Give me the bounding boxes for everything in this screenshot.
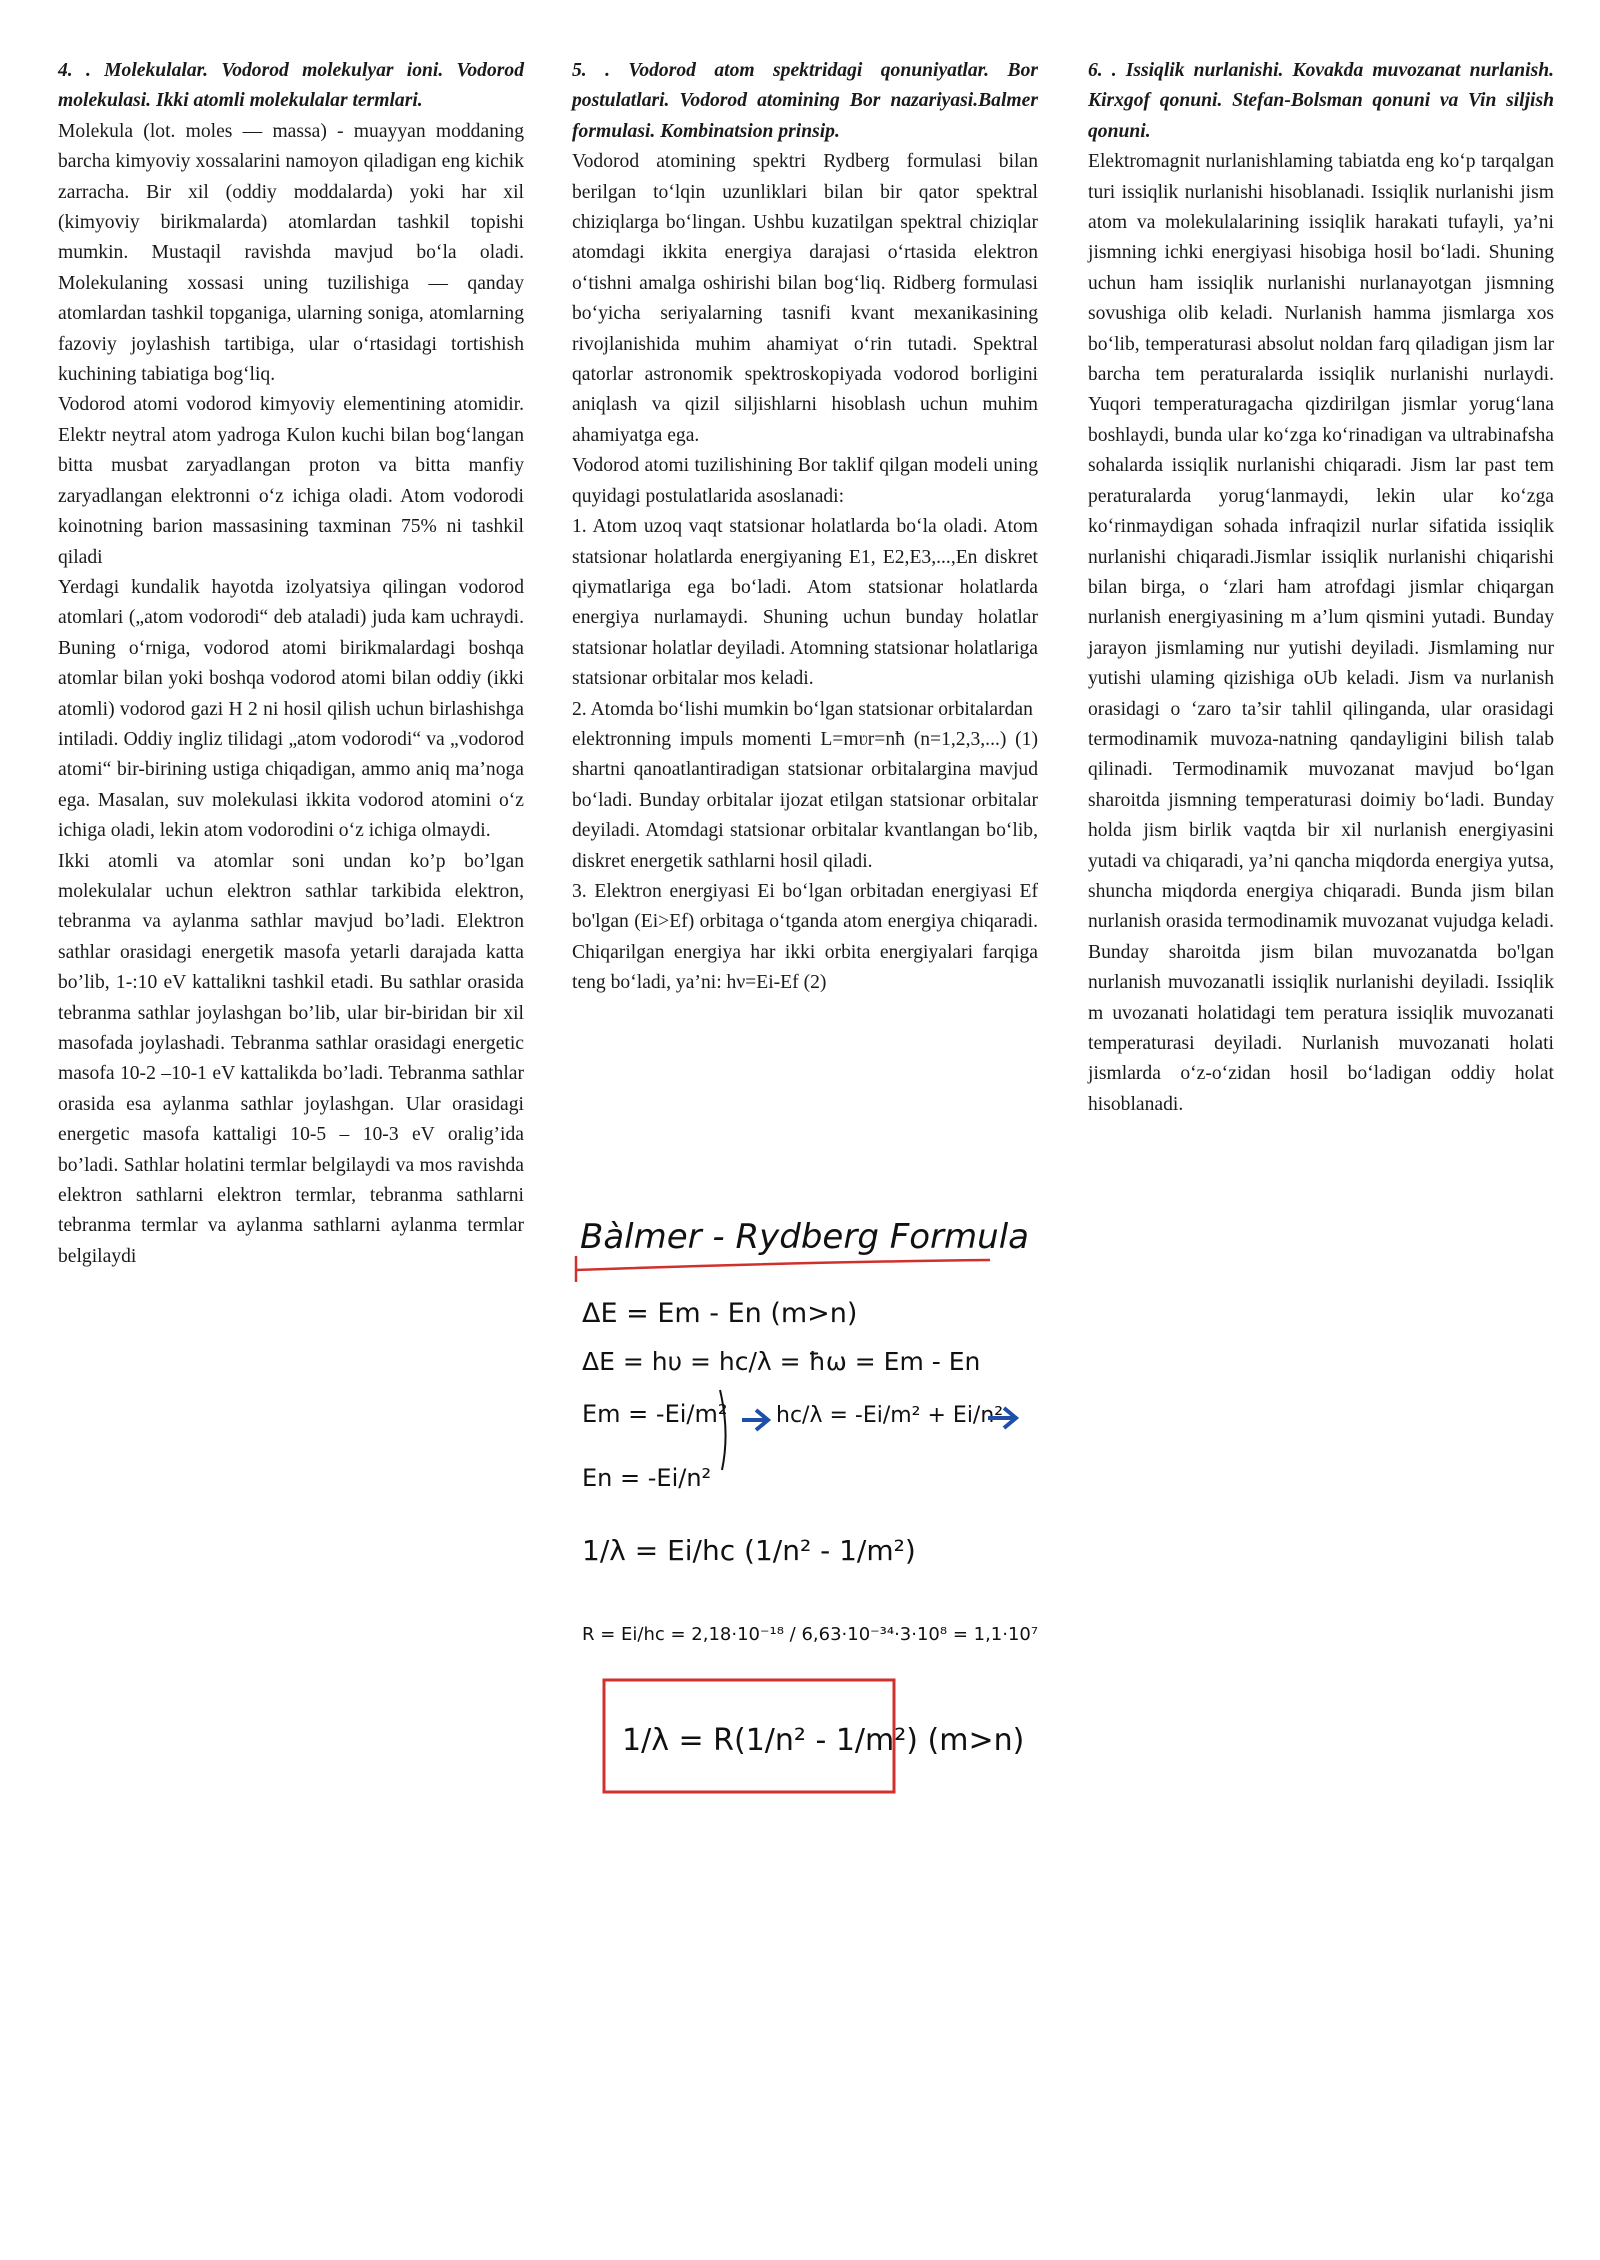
paragraph: Molekula (lot. moles — massa) - muayyan moddaning barcha kimyoviy xossalarini namoyon qiladigan eng kichik zarracha. Bir xil (oddiy moddalarda) yoki har xil (kimyoviy birikmalarda) atomlardan tashkil topishi mumkin. Mustaqil ravishda mavjud bo‘la oladi. Molekulaning xossasi uning tuzilishiga — qanday atomlardan tashkil topganiga, ularning soniga, atomlarning fazoviy joylashish tartibiga, ular o‘rtasidagi tortishish kuchining tabiatiga bog‘liq. xyxy=(58,120,524,386)
formula-line: 1/λ = Ei/hc (1/n² - 1/m²) xyxy=(582,1534,916,1567)
column-6 xyxy=(1088,56,1554,1120)
formula-drawing xyxy=(570,1210,1040,1800)
column-5 xyxy=(572,56,1038,999)
formula-line: Em = -Ei/m² xyxy=(582,1400,728,1428)
section-heading: 4. . Molekulalar. Vodorod molekulyar ioni. Vodorod molekulasi. Ikki atomli molekulalar termlari. xyxy=(58,60,524,112)
paragraph: Yerdagi kundalik hayotda izolyatsiya qilingan vodorod atomlari („atom vodorodi“ deb ataladi) juda kam uchraydi. Buning o‘rniga, vodorod atomi birikmalardagi boshqa atomlar bilan yoki boshqa vodorod atomi bilan oddiy (ikki atomli) vodorod gazi H 2 ni hosil qilish uchun birlashishga intiladi. Oddiy ingliz tilidagi „atom vodorodi“ va „vodorod atomi“ bir-birining ustiga chiqadigan, ammo aniq ma’noga ega. Masalan, suv molekulasi ikkita vodorod atomini o‘z ichiga oladi, lekin atom vodorodini o‘z ichiga olmaydi. xyxy=(58,576,524,842)
paragraph: Vodorod atomi vodorod kimyoviy elementining atomidir. Elektr neytral atom yadroga Kulon kuchi bilan bog‘langan bitta musbat zaryadlangan proton va bitta manfiy zaryadlangan elektronni o‘z ichiga oladi. Atom vodorodi koinotning barion massasining taxminan 75% ni tashkil qiladi xyxy=(58,394,524,568)
formula-line: ΔE = Em - En (m>n) xyxy=(582,1298,858,1329)
section-heading: 5. . Vodorod atom spektridagi qonuniyatlar. Bor postulatlari. Vodorod atomining Bor nazariyasi.Balmer formulasi. Kombinatsion prinsip. xyxy=(572,60,1038,142)
paragraph: Ikki atomli va atomlar soni undan ko’p bo’lgan molekulalar uchun elektron sathlar tarkibida elektron, tebranma va aylanma sathlar mavjud bo’ladi. Elektron sathlar orasidagi energetik masofa yetarli darajada katta bo’lib, 1-:10 eV kattalikni tashkil etadi. Bu sathlar orasida tebranma sathlar joylashgan bo’lib, ular bir-biridan bir xil masofada joylashadi. Tebranma sathlar orasidagi energetic masofa 10-2 –10-1 eV kattalikda bo’ladi. Tebranma sathlar orasida esa aylanma sathlar joylashgan. Ular orasidagi energetic masofa kattaligi 10-5 – 10-3 eV oralig’ida bo’ladi. Sathlar holatini termlar belgilaydi va mos ravishda elektron sathlarni elektron termlar, tebranma sathlarni tebranma termlar va aylanma sathlarni aylanma termlar belgilaydi xyxy=(58,850,524,1267)
paragraph: 2. Atomda bo‘lishi mumkin bo‘lgan statsionar orbitalardan xyxy=(572,698,1033,720)
section-heading: 6. . Issiqlik nurlanishi. Kovakda muvozanat nurlanish. Kirxgof qonuni. Stefan-Bolsman qonuni va Vin siljish qonuni. xyxy=(1088,60,1554,142)
formula-line: 1/λ = R(1/n² - 1/m²) (m>n) xyxy=(622,1723,1025,1758)
column-4 xyxy=(58,56,524,1272)
paragraph: Vodorod atomining spektri Rydberg formulasi bilan berilgan to‘lqin uzunliklari bilan bir qator spektral chiziqlarga bo‘lingan. Ushbu kuzatilgan spektral chiziqlar atomdagi ikkita energiya darajasi o‘rtasida elektron o‘tishni amalga oshirishi bilan bog‘liq. Ridberg formulasi bo‘yicha seriyalarning tasnifi kvant mexanikasining rivojlanishida muhim ahamiyat o‘rin tutadi. Spektral qatorlar astronomik spektroskopiyada vodorod borligini aniqlash va qizil siljishlarni hisoblash uchun muhim ahamiyatga ega. xyxy=(572,151,1038,446)
paragraph: elektronning impuls momenti L=mʋr=nħ (n=1,2,3,...) (1) shartni qanoatlantiradigan statsionar orbitalargina mavjud bo‘ladi. Bunday orbitalar ijozat etilgan statsionar orbitalar deyiladi. Atomdagi statsionar orbitalar kvantlangan bo‘lib, diskret energetik sathlarni hosil qiladi. xyxy=(572,728,1038,872)
title-underline xyxy=(576,1260,990,1270)
paragraph: Elektromagnit nurlanishlaming tabiatda eng ko‘p tarqalgan turi issiqlik nurlanishi hisoblanadi. Issiqlik nurlanishi jism atom va molekulalarining issiqlik harakati tufayli, ya’ni jismning ichki energiyasi hisobiga hosil bo‘ladi. Shuning uchun ham issiqlik nurlanishi nurlanayotgan jismning sovushiga olib keladi. Nurlanish hamma jismlarga xos bo‘lib, temperaturasi absolut noldan farq qiladigan jism lar barcha tem peraturalarda issiqlik nurlanishi nurlaydi. Yuqori temperaturagacha qizdirilgan jismlar yorug‘lana boshlaydi, bunda ular ko‘zga ko‘rinadigan va ultrabinafsha sohalarda issiqlik nurlanishi chiqaradi. Jism lar past tem peraturalarda yorug‘lanmaydi, lekin ular ko‘zga ko‘rinmaydigan sohada infraqizil nurlar sifatida issiqlik nurlanishi chiqaradi.Jismlar issiqlik nurlanishi chiqarishi bilan birga, o ‘zlari ham atrofdagi jismlar chiqargan nurlanish energiyasining m a’lum qismini yutadi. Bunday jarayon jismlaming nur yutishi deyiladi. Jismlaming nur yutishi ulaming qizishiga oUb keladi. Jism va nurlanish orasidagi o ‘zaro ta’sir tahlil qilinganda, ular orasidagi termodinamik muvoza-natning qandayligini bilish talab qilinadi. Termodinamik muvozanat mavjud bo‘lgan sharoitda jismning temperaturasi doimiy bo‘ladi. Bunday holda jism birlik vaqtda bir xil nurlanish energiyasini yutadi va chiqaradi, ya’ni qancha miqdorda energiya yutsa, shuncha miqdorda energiya chiqaradi. Bunda jism bilan nurlanish orasida termodinamik muvozanat vujudga keladi. Bunday sharoitda jism bilan muvozanatda bo'lgan nurlanish muvozanatli issiqlik nurlanishi deyiladi. Issiqlik m uvozanati holatidagi tem peratura issiqlik muvozanati temperaturasi deyiladi. Nurlanish muvozanati holati jismlarda o‘z-o‘zidan hosil bo‘ladigan oddiy holat hisoblanadi. xyxy=(1088,151,1554,1115)
formula-line: ΔE = hυ = hc/λ = ħω = Em - En xyxy=(582,1347,981,1376)
arrow-icon xyxy=(742,1410,768,1430)
balmer-rydberg-figure xyxy=(570,1210,1040,1800)
figure-title: Bàlmer - Rydberg Formula xyxy=(580,1217,1029,1257)
formula-line: hc/λ = -Ei/m² + Ei/n² xyxy=(776,1403,1004,1428)
paragraph: 1. Atom uzoq vaqt statsionar holatlarda bo‘la oladi. Atom statsionar holatlarda energiyaning E1, E2,E3,...,En diskret qiymatlariga ega bo‘ladi. Atom statsionar holatlarda energiya nurlamaydi. Shuning uchun bunday holatlar statsionar holatlar deyiladi. Atomning statsionar holatlariga statsionar orbitalar mos keladi. xyxy=(572,516,1038,690)
formula-line: En = -Ei/n² xyxy=(582,1464,712,1492)
paragraph: Vodorod atomi tuzilishining Bor taklif qilgan modeli uning quyidagi postulatlarida asoslanadi: xyxy=(572,455,1038,507)
paragraph: 3. Elektron energiyasi Ei bo‘lgan orbitadan energiyasi Ef bo'lgan (Ei>Ef) orbitaga o‘tganda atom energiya chiqaradi. Chiqarilgan energiya har ikki orbita energiyalari farqiga teng bo‘ladi, ya’ni: hν=Ei-Ef (2) xyxy=(572,880,1038,994)
formula-line: R = Ei/hc = 2,18·10⁻¹⁸ / 6,63·10⁻³⁴·3·10⁸ = 1,1·10⁷ m⁻¹ xyxy=(582,1624,1040,1645)
